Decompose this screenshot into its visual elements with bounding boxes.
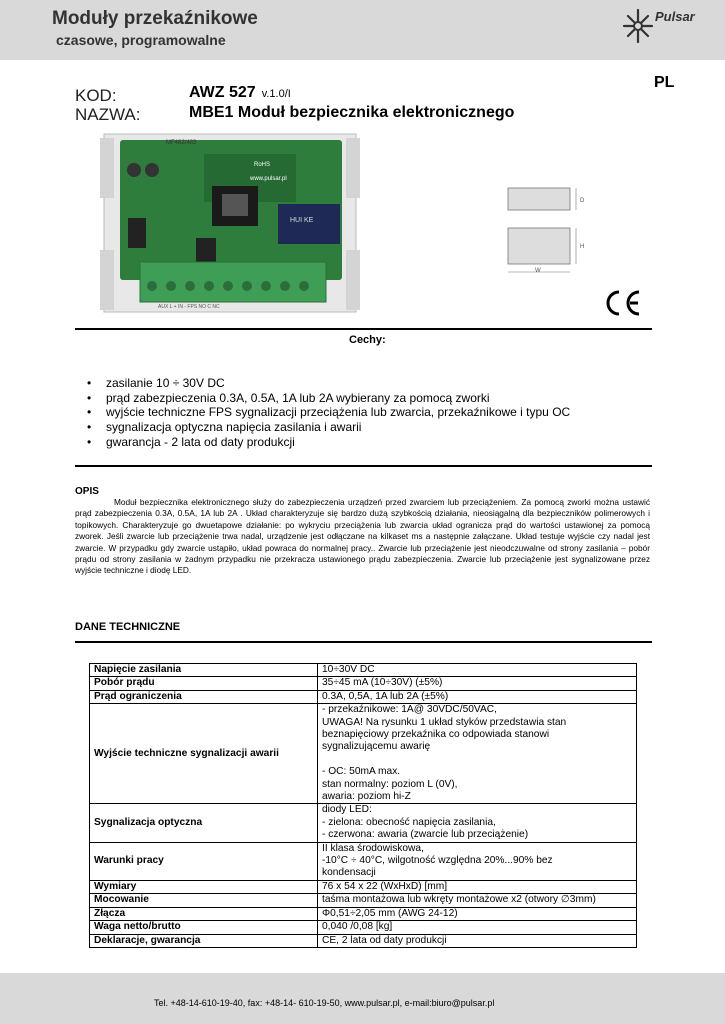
table-row <box>90 842 637 880</box>
specs-table <box>89 663 637 948</box>
product-code <box>189 84 291 102</box>
spec-line <box>322 754 632 766</box>
dim-w-label: W <box>535 268 541 274</box>
terminal-labels: AUX L + IN - FPS NO C NC <box>158 304 220 310</box>
description-text: Moduł bezpiecznika elektronicznego służy do zabezpieczenia urządzeń przed zwarciem lub przeciążeniem. Za pomocą zworki można ustawić prąd zabezpieczenia 0.3A, 0.5A, 1A lub 2A . Układ charakteryzuje się bardzo dużą szybkością działania, nieosiągalną dla bezpieczników polimerowych i topikowych. Charakteryzuje go dwuetapowe działanie: po wykryciu przeciążenia lub zwarcia układ ogranicza prąd do wartości ustawionej za pomocą zworek. Jeśli zwarcie lub przeciążenie trwa nadal, urządzenie jest odłączane na kilkaset ms a następnie załączane. Układ testuje wyjście czy nadal jest zwarcie. W przypadku gdy zwarcie ustąpiło, układ powraca do normalnej pracy.. Zwarcie lub przeciążenie jest nieodczuwalne od strony zasilania – pobór prądu od strony zasilania w żadnym przypadku nie przekracza ustawionego prądu zabezpieczenia. Zwarcie lub przeciążenie jest sygnalizowane przez wyjście techniczne i diodę LED. <box>75 497 650 576</box>
spec-label: Warunki pracy <box>90 842 318 880</box>
brand-name: Pulsar <box>655 9 695 24</box>
specs-heading: DANE TECHNICZNE <box>75 621 181 633</box>
spec-value <box>318 842 637 880</box>
spec-line: diody LED: <box>322 804 372 816</box>
spec-line: awaria: poziom hi-Z <box>322 791 411 803</box>
spec-value: 0.3A, 0,5A, 1A lub 2A (±5%) <box>318 690 637 703</box>
feature-item: • wyjście techniczne FPS sygnalizacji przeciążenia lub zwarcia, przekaźnikowe i typu OC <box>87 405 570 420</box>
features-heading: Cechy: <box>349 334 386 346</box>
dim-h-label: H <box>580 244 585 250</box>
divider <box>75 465 652 467</box>
product-name: MBE1 Moduł bezpiecznika elektronicznego <box>189 104 515 121</box>
feature-item: • zasilanie 10 ÷ 30V DC <box>87 376 570 391</box>
divider <box>75 328 652 330</box>
name-label: NAZWA: <box>75 105 141 124</box>
spec-label: Deklaracje, gwarancja <box>90 934 318 947</box>
table-row <box>90 907 637 920</box>
spec-label: Pobór prądu <box>90 677 318 690</box>
spec-line: - OC: 50mA max. <box>322 766 401 778</box>
spec-label: Złącza <box>90 907 318 920</box>
page-header <box>0 0 725 60</box>
spec-label: Napięcie zasilania <box>90 664 318 677</box>
ce-mark-icon <box>603 288 643 318</box>
features-list <box>87 376 570 450</box>
feature-item: • sygnalizacja optyczna napięcia zasilania i awarii <box>87 420 570 435</box>
table-row <box>90 664 637 677</box>
code-label: KOD: <box>75 86 117 105</box>
spec-label: Prąd ograniczenia <box>90 690 318 703</box>
feature-item: • gwarancja - 2 lata od daty produkcji <box>87 435 570 450</box>
spec-line: sygnalizującemu awarię <box>322 741 431 753</box>
product-photo <box>100 130 360 315</box>
table-row <box>90 704 637 804</box>
header-subtitle: czasowe, programowalne <box>56 32 226 48</box>
table-row <box>90 921 637 934</box>
spec-line: stan normalny: poziom L (0V), <box>322 778 458 790</box>
spec-label: Sygnalizacja optyczna <box>90 804 318 842</box>
product-version: v.1.0/I <box>261 88 291 100</box>
spec-value: 10÷30V DC <box>318 664 637 677</box>
spec-label: Wyjście techniczne sygnalizacji awarii <box>90 704 318 804</box>
spec-line: -10°C ÷ 40°C, wilgotność względna 20%...90% bez <box>322 855 553 867</box>
spec-label: Waga netto/brutto <box>90 921 318 934</box>
spec-value: taśma montażowa lub wkręty montażowe x2 (otwory ∅3mm) <box>318 894 637 907</box>
spec-value: 76 x 54 x 22 (WxHxD) [mm] <box>318 880 637 893</box>
dimensions-diagram <box>500 180 600 280</box>
spec-line: II klasa środowiskowa, <box>322 842 424 854</box>
spec-label: Wymiary <box>90 880 318 893</box>
language-code: PL <box>654 74 675 91</box>
board-website: www.pulsar.pl <box>250 176 287 182</box>
table-row <box>90 690 637 703</box>
table-row <box>90 934 637 947</box>
table-row <box>90 804 637 842</box>
product-code-value: AWZ 527 <box>189 84 256 101</box>
feature-item: • prąd zabezpieczenia 0.3A, 0.5A, 1A lub 2A wybierany za pomocą zworki <box>87 391 570 406</box>
spec-line: - czerwona: awaria (zwarcie lub przeciążenie) <box>322 829 529 841</box>
spec-value: 0,040 /0,08 [kg] <box>318 921 637 934</box>
spec-line: UWAGA! Na rysunku 1 układ styków przedstawia stan <box>322 716 567 728</box>
header-title: Moduły przekaźnikowe <box>52 8 258 29</box>
relay-label: HUI KE <box>290 217 314 224</box>
board-id: MF482/483 <box>166 140 197 146</box>
spec-label: Mocowanie <box>90 894 318 907</box>
footer-contact: Tel. +48-14-610-19-40, fax: +48-14- 610-19-50, www.pulsar.pl, e-mail:biuro@pulsar.pl <box>154 998 495 1008</box>
spec-line: beznapięciowy przekaźnika co odpowiada stanowi <box>322 729 550 741</box>
spec-line: - zielona: obecność napięcia zasilania, <box>322 816 496 828</box>
spec-value <box>318 804 637 842</box>
spec-value <box>318 704 637 804</box>
table-row <box>90 880 637 893</box>
spec-line: - przekaźnikowe: 1A@ 30VDC/50VAC, <box>322 704 497 716</box>
description-heading: OPIS <box>75 486 99 497</box>
table-row <box>90 677 637 690</box>
spec-line: kondensacji <box>322 867 376 879</box>
table-row <box>90 894 637 907</box>
page-footer <box>0 973 725 1024</box>
spec-value: 35÷45 mA (10÷30V) (±5%) <box>318 677 637 690</box>
dim-d-label: D <box>580 198 585 204</box>
spec-value: CE, 2 lata od daty produkcji <box>318 934 637 947</box>
divider <box>75 641 652 643</box>
spec-value: Φ0,51÷2,05 mm (AWG 24-12) <box>318 907 637 920</box>
rohs-label: RoHS <box>254 162 271 168</box>
